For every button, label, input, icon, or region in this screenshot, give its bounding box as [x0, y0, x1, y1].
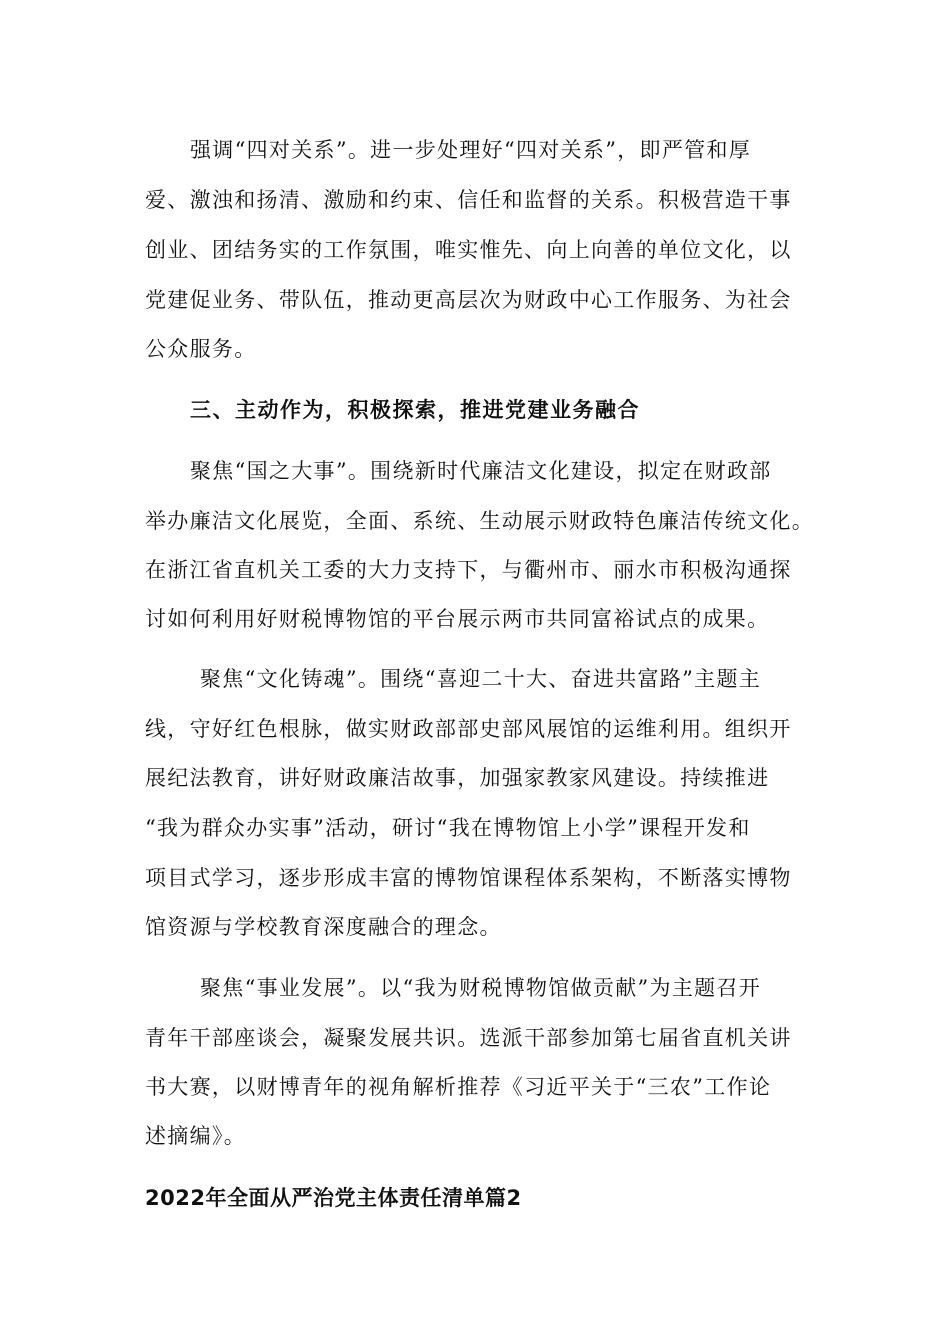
text-line: 讨如何利用好财税博物馆的平台展示两市共同富裕试点的成果。: [145, 607, 770, 631]
text-line: 聚焦“文化铸魂”。围绕“喜迎二十大、奋进共富路”主题主: [200, 667, 762, 691]
text-line: 在浙江省直机关工委的大力支持下，与衢州市、丽水市积极沟通探: [145, 558, 792, 582]
text-line: 党建促业务、带队伍，推动更高层次为财政中心工作服务、为社会: [145, 288, 792, 312]
text-line: “我为群众办实事”活动，研讨“我在博物馆上小学”课程开发和: [145, 816, 751, 840]
text-line: 公众服务。: [145, 337, 257, 361]
text-line: 强调“四对关系”。进一步处理好“四对关系”，即严管和厚: [190, 138, 752, 162]
text-line: 举办廉洁文化展览，全面、系统、生动展示财政特色廉洁传统文化。: [145, 509, 814, 533]
section-title: 2022年全面从严治党主体责任清单篇2: [145, 1186, 522, 1210]
text-line: 聚焦“事业发展”。以“我为财税博物馆做贡献”为主题召开: [200, 976, 762, 1000]
text-line: 青年干部座谈会，凝聚发展共识。选派干部参加第七届省直机关讲: [145, 1026, 792, 1050]
text-line: 项目式学习，逐步形成丰富的博物馆课程体系架构，不断落实博物: [145, 866, 792, 890]
text-line: 述摘编》。: [145, 1124, 246, 1148]
text-line: 爱、激浊和扬清、激励和约束、信任和监督的关系。积极营造干事: [145, 188, 792, 212]
text-line: 线，守好红色根脉，做实财政部部史部风展馆的运维利用。组织开: [145, 717, 792, 741]
text-line: 创业、团结务实的工作氛围，唯实惟先、向上向善的单位文化，以: [145, 238, 792, 262]
section-heading: 三、主动作为，积极探索，推进党建业务融合: [190, 398, 640, 422]
text-line: 聚焦“国之大事”。围绕新时代廉洁文化建设，拟定在财政部: [190, 459, 772, 483]
text-line: 书大赛，以财博青年的视角解析推荐《习近平关于“三农”工作论: [145, 1075, 772, 1099]
text-line: 展纪法教育，讲好财政廉洁故事，加强家教家风建设。持续推进: [145, 766, 770, 790]
text-line: 馆资源与学校教育深度融合的理念。: [145, 915, 502, 939]
